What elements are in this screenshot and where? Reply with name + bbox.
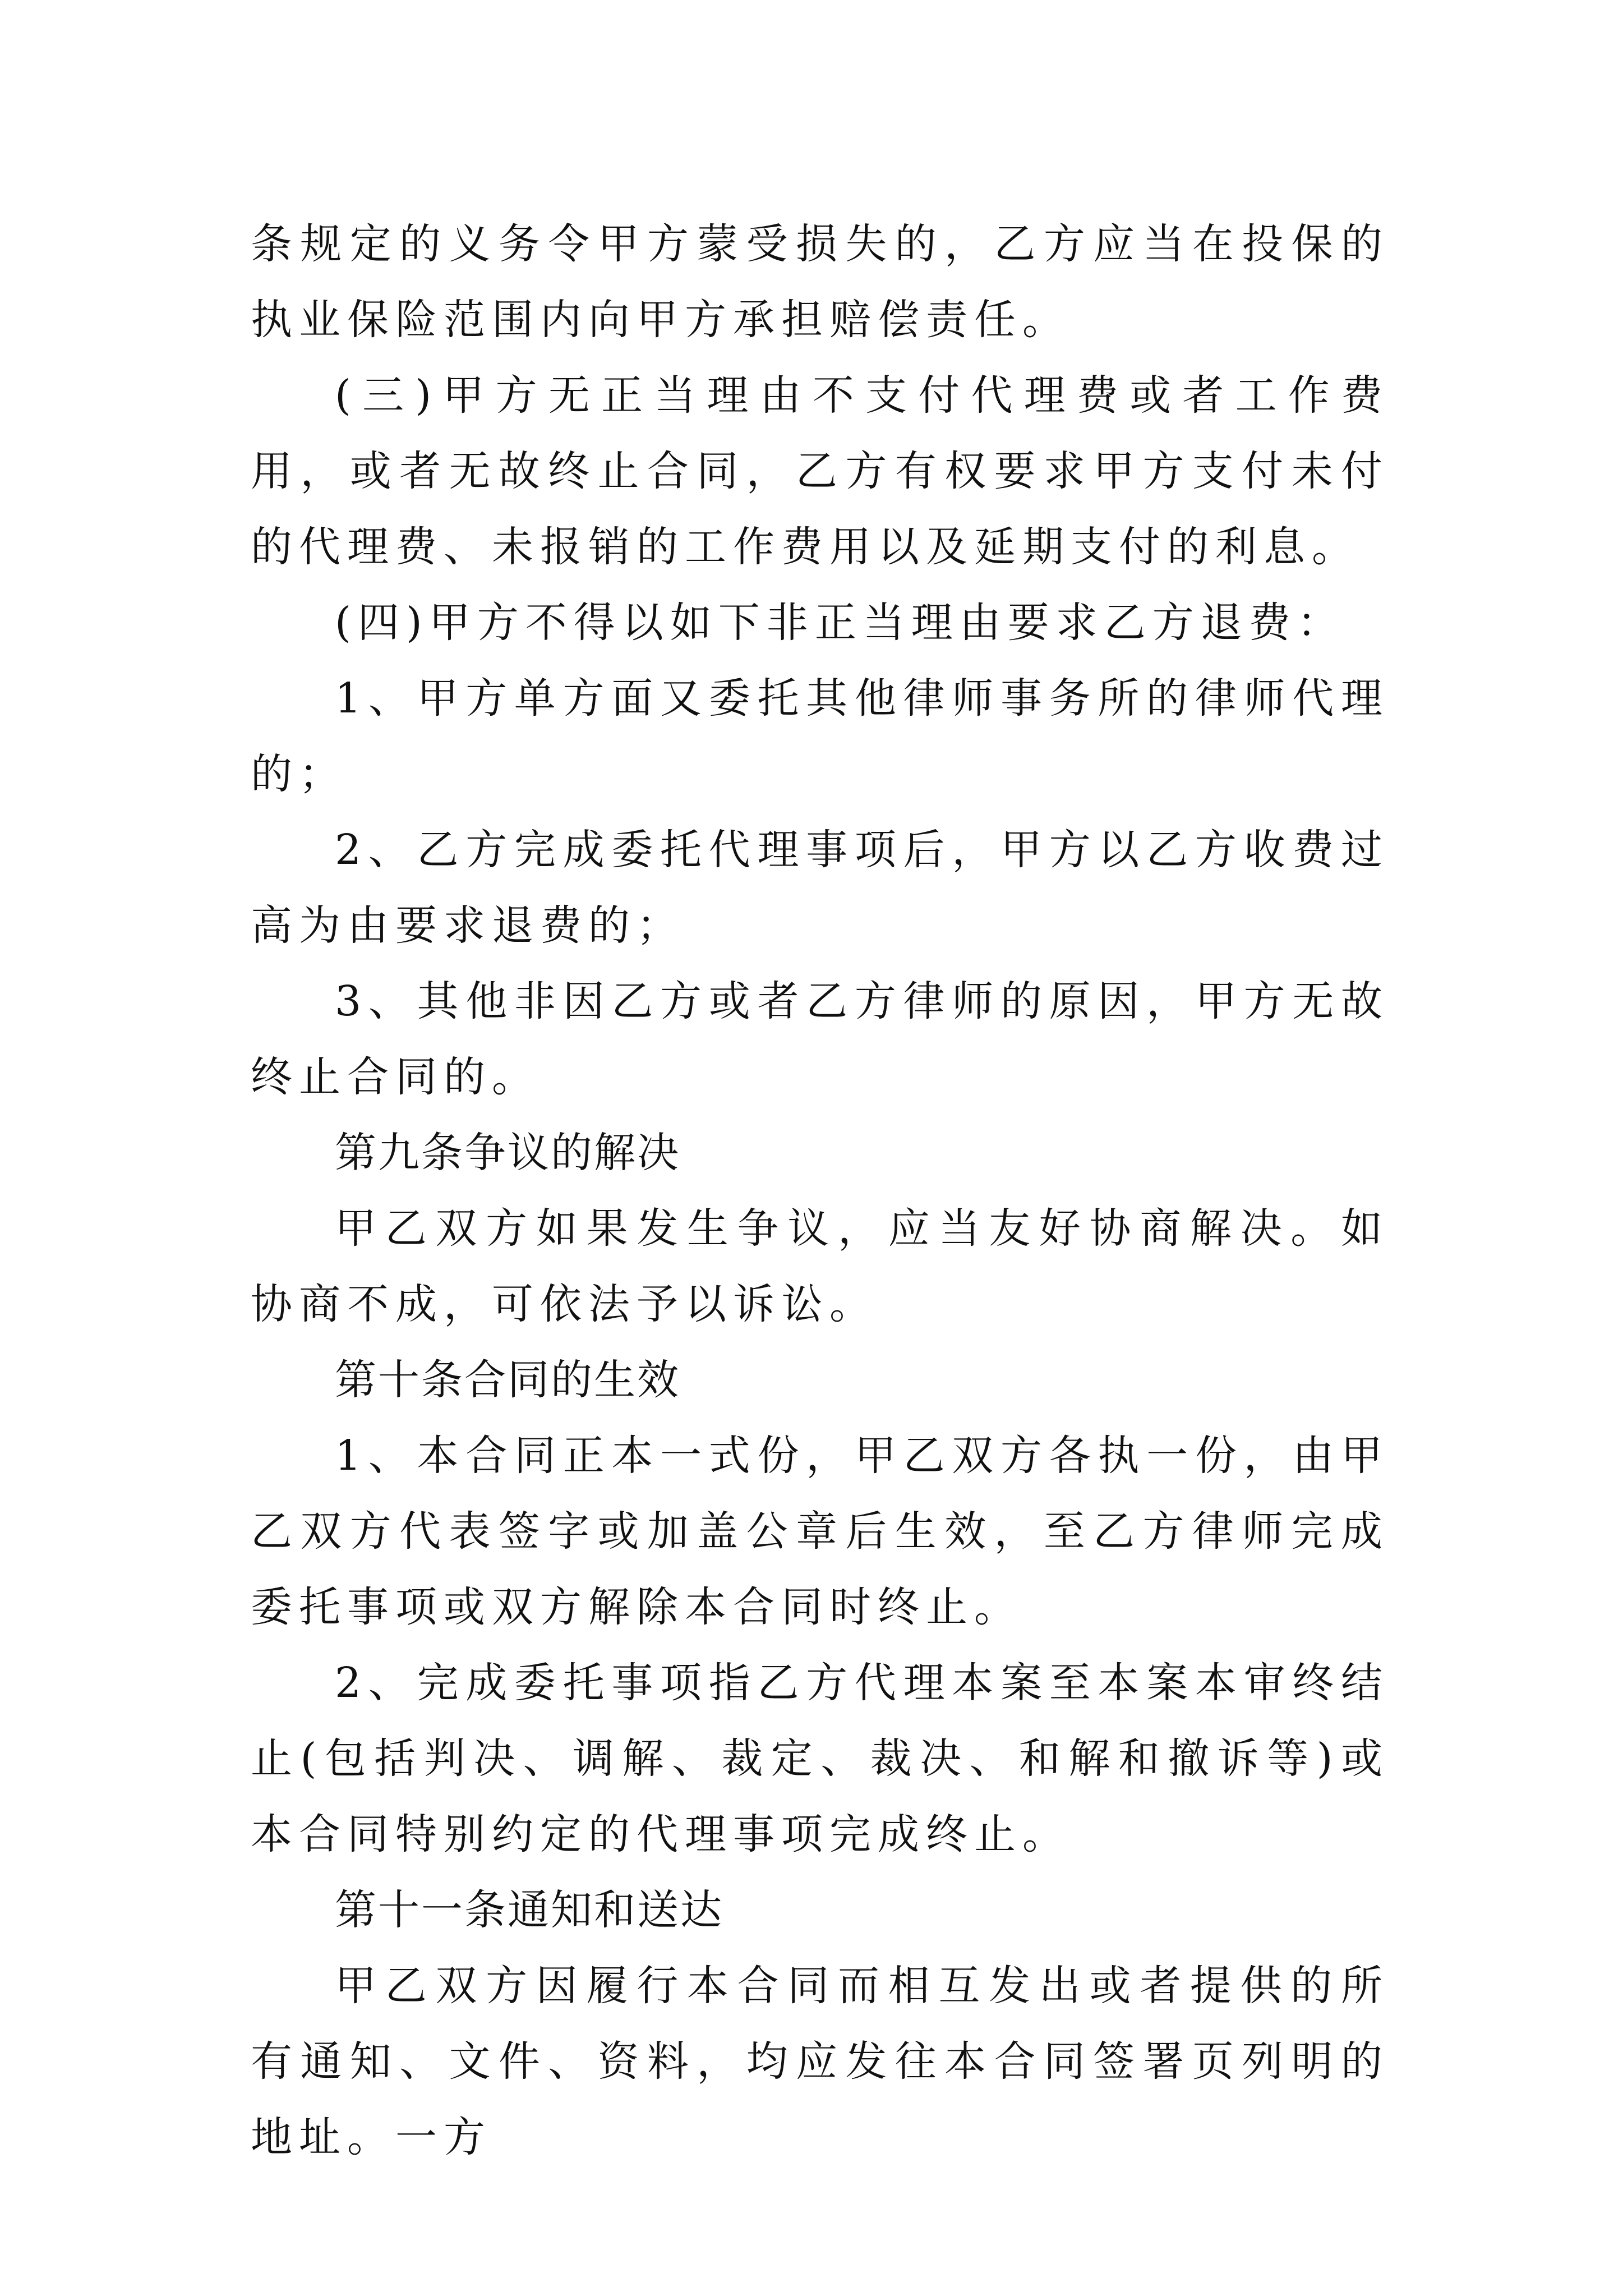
- paragraph-liability-continuation: 条规定的义务令甲方蒙受损失的，乙方应当在投保的执业保险范围内向甲方承担赔偿责任。: [251, 220, 1389, 344]
- paragraph-clause-3: (三)甲方无正当理由不支付代理费或者工作费用，或者无故终止合同，乙方有权要求甲方支付未付的代理费、未报销的工作费用以及延期支付的利息。: [251, 371, 1389, 571]
- paragraph-item-2: 2、乙方完成委托代理事项后，甲方以乙方收费过高为由要求退费的；: [251, 826, 1389, 950]
- paragraph-item-3: 3、其他非因乙方或者乙方律师的原因，甲方无故终止合同的。: [251, 977, 1389, 1101]
- section-heading-article-9: 第九条争议的解决: [335, 1129, 680, 1177]
- section-heading-article-11: 第十一条通知和送达: [335, 1886, 723, 1934]
- paragraph-clause-4: (四)甲方不得以如下非正当理由要求乙方退费：: [335, 599, 1345, 647]
- paragraph-effect-item-1: 1、本合同正本一式份，甲乙双方各执一份，由甲乙双方代表签字或加盖公章后生效，至乙方律师完成委托事项或双方解除本合同时终止。: [251, 1432, 1389, 1631]
- section-heading-article-10: 第十条合同的生效: [335, 1356, 680, 1404]
- paragraph-dispute-resolution: 甲乙双方如果发生争议，应当友好协商解决。如协商不成，可依法予以诉讼。: [251, 1204, 1389, 1328]
- paragraph-effect-item-2: 2、完成委托事项指乙方代理本案至本案本审终结止(包括判决、调解、裁定、裁决、和解和撤诉等)或本合同特别约定的代理事项完成终止。: [251, 1659, 1389, 1858]
- document-page: [251, 206, 1389, 2175]
- paragraph-notice-delivery: 甲乙双方因履行本合同而相互发出或者提供的所有通知、文件、资料，均应发往本合同签署页列明的地址。一方: [251, 1962, 1389, 2161]
- paragraph-item-1: 1、甲方单方面又委托其他律师事务所的律师代理的；: [251, 674, 1389, 798]
